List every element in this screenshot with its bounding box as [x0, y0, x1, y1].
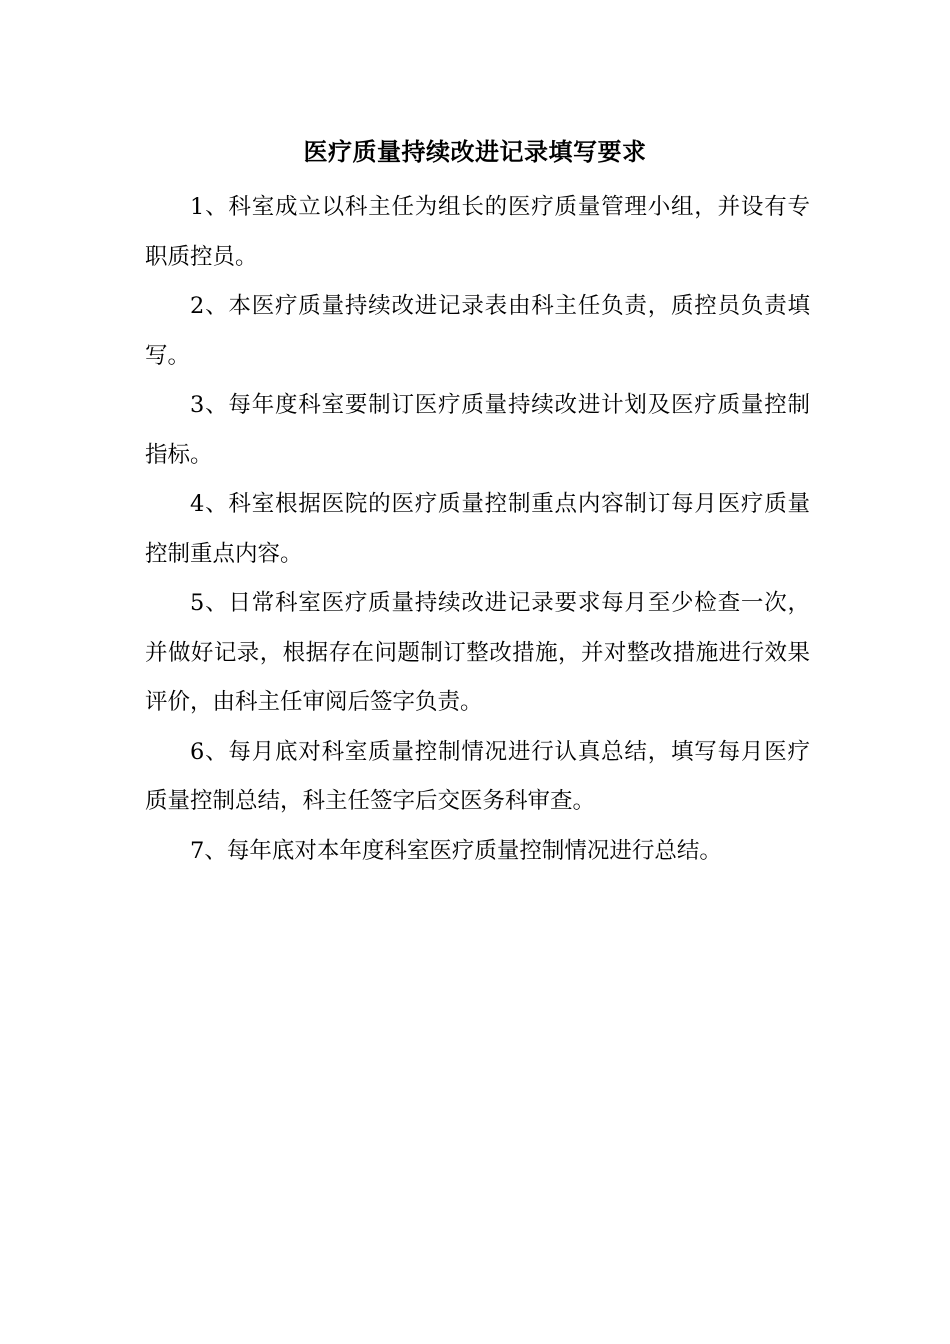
requirement-paragraph-1: 1、科室成立以科主任为组长的医疗质量管理小组，并设有专职质控员。 — [145, 194, 810, 270]
document-body — [145, 183, 810, 876]
requirement-paragraph-4: 4、科室根据医院的医疗质量控制重点内容制订每月医疗质量控制重点内容。 — [145, 491, 810, 567]
document-title: 医疗质量持续改进记录填写要求 — [303, 137, 647, 166]
requirement-paragraph-5: 5、日常科室医疗质量持续改进记录要求每月至少检查一次，并做好记录，根据存在问题制订整改措施，并对整改措施进行效果评价，由科主任审阅后签字负责。 — [145, 590, 810, 715]
requirement-paragraph-2: 2、本医疗质量持续改进记录表由科主任负责，质控员负责填写。 — [145, 293, 810, 369]
requirement-paragraph-3: 3、每年度科室要制订医疗质量持续改进计划及医疗质量控制指标。 — [145, 392, 810, 468]
requirement-paragraph-6: 6、每月底对科室质量控制情况进行认真总结，填写每月医疗质量控制总结，科主任签字后交医务科审查。 — [145, 738, 810, 814]
requirement-paragraph-7: 7、每年底对本年度科室医疗质量控制情况进行总结。 — [190, 837, 722, 864]
